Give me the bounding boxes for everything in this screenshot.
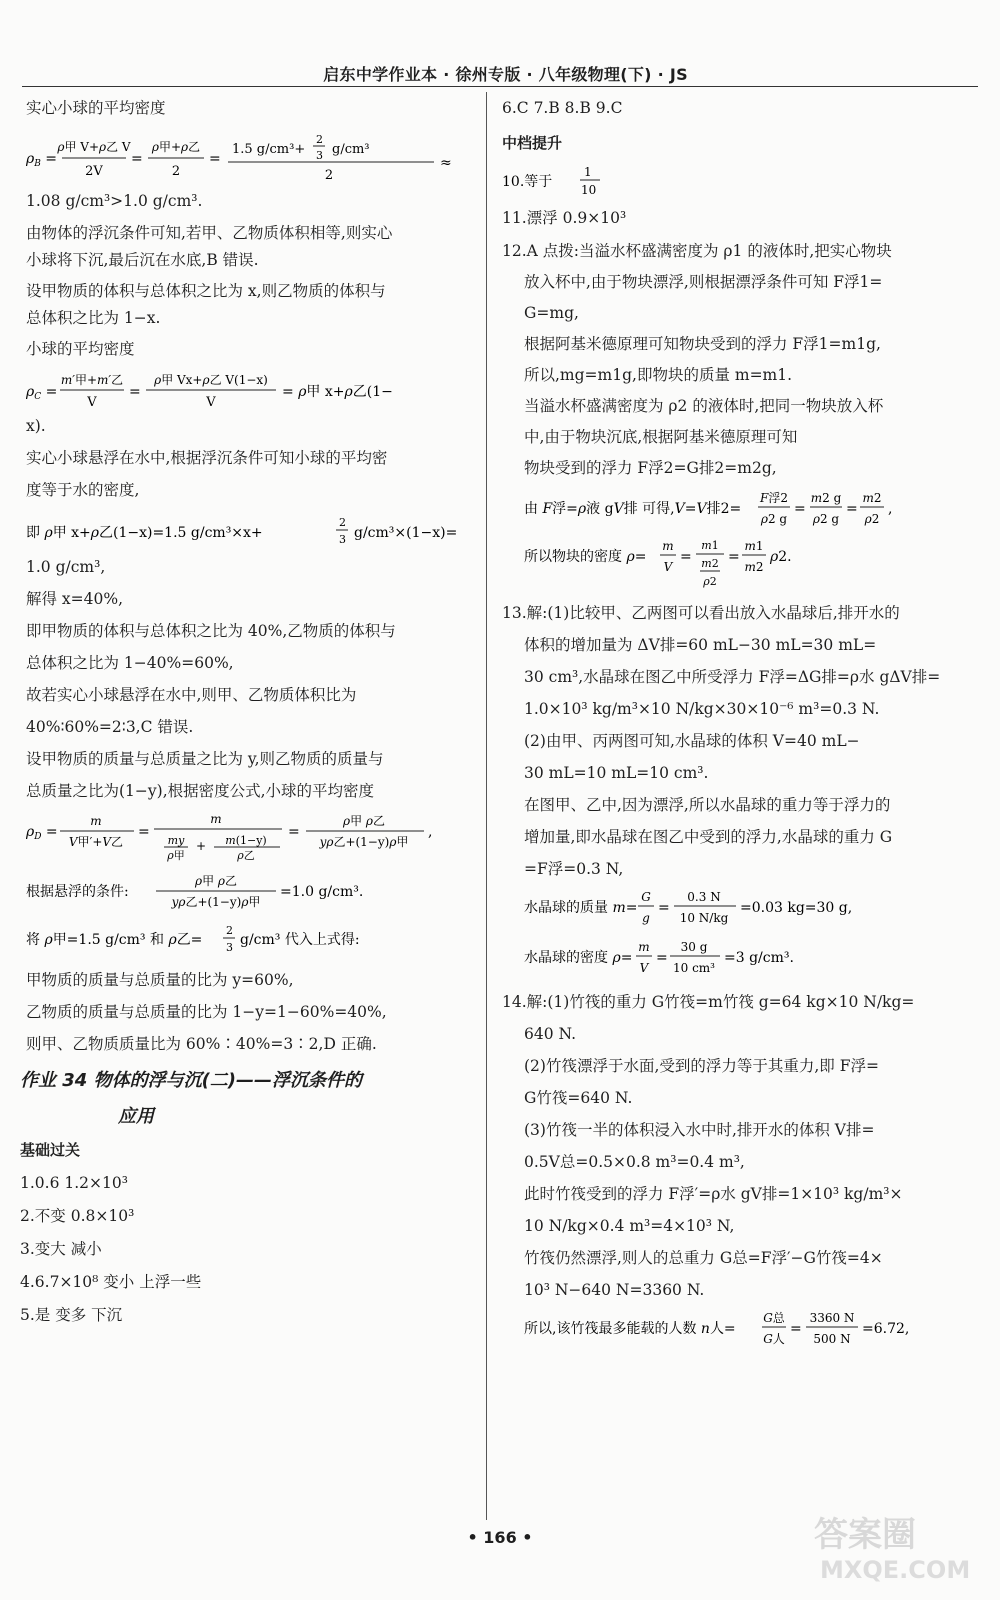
text-line: =F浮=0.3 N, xyxy=(524,860,624,878)
formula-rho-d xyxy=(26,810,466,862)
text-line: (3)竹筏一半的体积浸入水中时,排开水的体积 V排= xyxy=(524,1121,875,1139)
watermark-url: MXQE.COM xyxy=(820,1556,971,1584)
watermark-logo-text: 答案圈 xyxy=(814,1515,916,1555)
text-line: 乙物质的质量与总质量的比为 1−y=1−60%=40%, xyxy=(26,1003,387,1021)
text-line: 1.08 g/cm³>1.0 g/cm³. xyxy=(26,192,203,210)
left-column xyxy=(20,96,466,1326)
svg-text:ρ2.: ρ2. xyxy=(770,549,792,565)
formula-crystal-mass xyxy=(524,886,964,930)
watermark-logo xyxy=(806,1508,976,1586)
svg-text:F浮2: F浮2 xyxy=(760,491,788,505)
svg-text:即 ρ甲 x+ρ乙(1−x)=1.5 g/cm³×x+: 即 ρ甲 x+ρ乙(1−x)=1.5 g/cm³×x+ xyxy=(26,525,263,541)
text-line: 1.0 g/cm³, xyxy=(26,558,106,576)
text-line: x). xyxy=(26,417,46,435)
svg-text:=: = xyxy=(288,824,300,840)
text-line: G竹筏=640 N. xyxy=(524,1089,633,1107)
text-line: 设甲物质的体积与总体积之比为 x,则乙物质的体积与 xyxy=(26,282,386,300)
section-heading-basic: 基础过关 xyxy=(20,1141,81,1159)
svg-text:=0.03 kg=30 g,: =0.03 kg=30 g, xyxy=(740,900,853,916)
svg-text:G: G xyxy=(641,890,651,904)
svg-text:10 cm³: 10 cm³ xyxy=(673,961,715,975)
text-line: 当溢水杯盛满密度为 ρ2 的液体时,把同一物块放入杯 xyxy=(524,397,884,415)
answer-item: 2.不变 0.8×10³ xyxy=(20,1207,135,1225)
text-line: 40%∶60%=2∶3,C 错误. xyxy=(26,718,194,736)
text-line: 则甲、乙物质质量比为 60%∶40%=3∶2,D 正确. xyxy=(26,1035,377,1053)
svg-text:yρ乙+(1−y)ρ甲: yρ乙+(1−y)ρ甲 xyxy=(319,835,409,849)
header-title: 启东中学作业本 · 徐州专版 · 八年级物理(下) · JS xyxy=(323,65,688,84)
svg-text:10 N/kg: 10 N/kg xyxy=(679,911,729,925)
svg-text:由 F浮=ρ液 gV排 可得,V=V排2=: 由 F浮=ρ液 gV排 可得,V=V排2= xyxy=(524,501,742,517)
section-heading-mid: 中档提升 xyxy=(502,134,563,152)
svg-text:500 N: 500 N xyxy=(813,1332,851,1346)
svg-text:=: = xyxy=(131,151,143,167)
answer-item: 1.0.6 1.2×10³ xyxy=(20,1174,128,1192)
svg-text:≈: ≈ xyxy=(440,155,452,171)
svg-text:m2: m2 xyxy=(701,557,719,570)
text-line: 根据阿基米德原理可知物块受到的浮力 F浮1=m1g, xyxy=(524,335,881,353)
text-line: 30 mL=10 mL=10 cm³. xyxy=(524,764,709,782)
text-line: (2)由甲、丙两图可知,水晶球的体积 V=40 mL− xyxy=(524,732,860,750)
text-line: 小球的平均密度 xyxy=(26,340,135,358)
svg-text:ρC =: $\rho_C$ = xyxy=(26,384,58,402)
text-line: 1.0×10³ kg/m³×10 N/kg×30×10⁻⁶ m³=0.3 N. xyxy=(524,700,880,718)
svg-text:= ρ甲 x+ρ乙(1−: = ρ甲 x+ρ乙(1− xyxy=(282,384,393,400)
svg-text:ρ甲 V+ρ乙 V: ρ甲 V+ρ乙 V xyxy=(57,140,131,154)
text-line: 解得 x=40%, xyxy=(26,590,124,608)
svg-text:水晶球的密度 ρ=: 水晶球的密度 ρ= xyxy=(524,950,633,966)
formula-people-count xyxy=(524,1307,964,1351)
text-line: 30 cm³,水晶球在图乙中所受浮力 F浮=ΔG排=ρ水 gΔV排= xyxy=(524,668,941,686)
answer-q10 xyxy=(502,162,964,200)
svg-text:g/cm³ 代入上式得:: g/cm³ 代入上式得: xyxy=(240,932,360,948)
svg-text:=1.0 g/cm³.: =1.0 g/cm³. xyxy=(280,884,364,900)
formula-rho-b xyxy=(26,129,466,187)
text-line: 增加量,即水晶球在图乙中受到的浮力,水晶球的重力 G xyxy=(524,828,893,846)
svg-text:ρ甲 ρ乙: ρ甲 ρ乙 xyxy=(343,814,385,828)
svg-text:10: 10 xyxy=(581,183,597,197)
text-line xyxy=(502,241,964,262)
svg-text:ρ2: ρ2 xyxy=(703,575,717,588)
svg-text:m2: m2 xyxy=(744,560,764,574)
svg-text:g: g xyxy=(642,911,650,925)
formula-substitute xyxy=(26,920,466,960)
formula-suspend-condition xyxy=(26,872,466,912)
answer-item: 11.漂浮 0.9×10³ xyxy=(502,209,627,227)
text-line: G=mg, xyxy=(524,304,579,322)
column-divider xyxy=(486,92,487,1520)
text-line: 640 N. xyxy=(524,1025,577,1043)
svg-text:水晶球的质量 m=: 水晶球的质量 m= xyxy=(524,900,638,916)
svg-text:3: 3 xyxy=(339,533,346,546)
svg-text:=: = xyxy=(209,151,221,167)
text-line: 此时竹筏受到的浮力 F浮′=ρ水 gV排=1×10³ kg/m³× xyxy=(524,1185,903,1203)
svg-text:V: V xyxy=(639,961,649,975)
svg-text:my: my xyxy=(167,834,185,847)
svg-text:m1: m1 xyxy=(701,539,719,552)
svg-text:G人: G人 xyxy=(763,1332,785,1346)
svg-text:=: = xyxy=(680,549,692,565)
svg-text:=: = xyxy=(138,824,150,840)
svg-text:ρ乙: ρ乙 xyxy=(237,849,255,862)
svg-text:将 ρ甲=1.5 g/cm³ 和 ρ乙=: 将 ρ甲=1.5 g/cm³ 和 ρ乙= xyxy=(26,932,203,948)
page-number: • 166 • xyxy=(467,1528,533,1547)
svg-text:=6.72,: =6.72, xyxy=(862,1321,910,1337)
text-line: 甲物质的质量与总质量的比为 y=60%, xyxy=(26,971,294,989)
svg-text:2: 2 xyxy=(316,133,323,146)
svg-text:3: 3 xyxy=(226,941,233,954)
text-line: (2)竹筏漂浮于水面,受到的浮力等于其重力,即 F浮= xyxy=(524,1057,879,1075)
text-line: 实心小球悬浮在水中,根据浮沉条件可知小球的平均密 xyxy=(26,449,388,467)
text-line: 竹筏仍然漂浮,则人的总重力 G总=F浮′−G竹筏=4× xyxy=(524,1249,883,1267)
right-column xyxy=(502,96,964,1351)
text-line: 中,由于物块沉底,根据阿基米德原理可知 xyxy=(524,428,798,446)
svg-text:ρ2 g: ρ2 g xyxy=(812,512,840,526)
svg-text:ρ甲+ρ乙: ρ甲+ρ乙 xyxy=(151,140,201,154)
svg-text:g/cm³: g/cm³ xyxy=(332,142,370,157)
text-line: 所以,mg=m1g,即物块的质量 m=m1. xyxy=(524,366,793,384)
answer-item: 3.变大 减小 xyxy=(20,1240,102,1258)
formula-volume xyxy=(524,487,964,531)
text-line: 10 N/kg×0.4 m³=4×10³ N, xyxy=(524,1217,735,1235)
text-line: 总体积之比为 1−40%=60%, xyxy=(26,654,234,672)
text-line: 体积的增加量为 ΔV排=60 mL−30 mL=30 mL= xyxy=(524,636,877,654)
text-line: 由物体的浮沉条件可知,若甲、乙物质体积相等,则实心 xyxy=(26,224,393,242)
svg-text:m: m xyxy=(90,814,102,828)
svg-text:30 g: 30 g xyxy=(680,940,708,954)
answer-item: 6.C 7.B 8.B 9.C xyxy=(502,99,623,117)
svg-text:所以,该竹筏最多能载的人数 n人=: 所以,该竹筏最多能载的人数 n人= xyxy=(524,1321,736,1337)
svg-text:1.5 g/cm³+: 1.5 g/cm³+ xyxy=(232,142,306,157)
text-line: 物块受到的浮力 F浮2=G排2=m2g, xyxy=(524,459,777,477)
svg-text:3: 3 xyxy=(316,149,323,162)
svg-text:2: 2 xyxy=(171,164,181,179)
svg-text:ρ2: ρ2 xyxy=(864,512,880,526)
text-line: 放入杯中,由于物块漂浮,则根据漂浮条件可知 F浮1= xyxy=(524,273,883,291)
svg-text:2: 2 xyxy=(226,924,233,937)
svg-text:m: m xyxy=(210,812,222,826)
svg-text:ρ甲 Vx+ρ乙 V(1−x): ρ甲 Vx+ρ乙 V(1−x) xyxy=(154,373,268,387)
svg-text:2V: 2V xyxy=(85,164,103,179)
svg-text:=: = xyxy=(129,384,141,400)
assignment-title-continued: 应用 xyxy=(118,1106,154,1127)
formula-crystal-density xyxy=(524,936,964,980)
text-line: 即甲物质的体积与总体积之比为 40%,乙物质的体积与 xyxy=(26,622,396,640)
svg-text:yρ乙+(1−y)ρ甲: yρ乙+(1−y)ρ甲 xyxy=(171,895,261,909)
svg-text:=3 g/cm³.: =3 g/cm³. xyxy=(724,950,794,966)
svg-text:m2 g: m2 g xyxy=(810,491,842,505)
svg-text:=: = xyxy=(846,501,858,517)
text-line: 13.解:(1)比较甲、乙两图可以看出放入水晶球后,排开水的 xyxy=(502,604,900,622)
text-line: 在图甲、乙中,因为漂浮,所以水晶球的重力等于浮力的 xyxy=(524,796,891,814)
text-line: 度等于水的密度, xyxy=(26,481,140,499)
svg-text:m2: m2 xyxy=(862,491,882,505)
svg-text:=: = xyxy=(728,549,740,565)
text-line: 小球将下沉,最后沉在水底,B 错误. xyxy=(26,251,259,269)
q12-solution-start: 12.A 点拨:当溢水杯盛满密度为 ρ1 的液体时,把实心物块 xyxy=(502,242,892,260)
svg-text:V: V xyxy=(87,395,97,410)
assignment-title: 作业 34 物体的浮与沉(二)——浮沉条件的 xyxy=(20,1070,363,1091)
svg-text:m(1−y): m(1−y) xyxy=(225,834,267,847)
svg-text:根据悬浮的条件:: 根据悬浮的条件: xyxy=(26,884,129,900)
svg-text:ρ甲: ρ甲 xyxy=(167,849,185,862)
svg-text:g/cm³×(1−x)=: g/cm³×(1−x)= xyxy=(354,525,458,541)
svg-text:,: , xyxy=(428,824,433,840)
svg-text:m1: m1 xyxy=(744,539,764,553)
text-line: 0.5V总=0.5×0.8 m³=0.4 m³, xyxy=(524,1153,745,1171)
svg-text:V甲′+V乙: V甲′+V乙 xyxy=(68,835,124,849)
text-line: 设甲物质的质量与总质量之比为 y,则乙物质的质量与 xyxy=(26,750,384,768)
svg-text:ρB =: $\rho_B$ = xyxy=(26,151,58,169)
svg-text:3360 N: 3360 N xyxy=(809,1311,855,1325)
svg-text:1: 1 xyxy=(584,165,592,179)
svg-text:2: 2 xyxy=(339,516,346,529)
svg-text:m: m xyxy=(662,539,674,553)
formula-equation xyxy=(26,509,466,553)
svg-text:m: m xyxy=(638,940,650,954)
text-line: 14.解:(1)竹筏的重力 G竹筏=m竹筏 g=64 kg×10 N/kg= xyxy=(502,993,915,1011)
page-header xyxy=(22,60,978,87)
formula-rho-c xyxy=(26,366,466,412)
svg-text:2: 2 xyxy=(324,168,334,183)
svg-text:G总: G总 xyxy=(763,1311,785,1325)
svg-text:=: = xyxy=(794,501,806,517)
svg-text:0.3 N: 0.3 N xyxy=(687,890,721,904)
svg-text:所以物块的密度 ρ=: 所以物块的密度 ρ= xyxy=(524,549,647,565)
text-line: 总体积之比为 1−x. xyxy=(26,309,161,327)
svg-text:,: , xyxy=(888,501,893,517)
svg-text:V: V xyxy=(663,560,673,574)
svg-text:=: = xyxy=(656,950,668,966)
text-line: 10³ N−640 N=3360 N. xyxy=(524,1281,705,1299)
answer-item: 5.是 变多 下沉 xyxy=(20,1306,123,1324)
text-line: 故若实心小球悬浮在水中,则甲、乙物质体积比为 xyxy=(26,686,357,704)
svg-text:10.等于: 10.等于 xyxy=(502,174,553,190)
svg-text:ρ2 g: ρ2 g xyxy=(760,512,788,526)
svg-text:ρD =: $\rho_D$ = xyxy=(26,824,58,842)
svg-text:+: + xyxy=(196,839,207,853)
svg-text:ρ甲 ρ乙: ρ甲 ρ乙 xyxy=(195,874,237,888)
text-line: 实心小球的平均密度 xyxy=(26,99,166,117)
svg-text:m′甲+m′乙: m′甲+m′乙 xyxy=(60,373,124,387)
answer-item: 4.6.7×10⁸ 变小 上浮一些 xyxy=(20,1273,202,1291)
svg-text:V: V xyxy=(206,395,216,410)
text-line: 总质量之比为(1−y),根据密度公式,小球的平均密度 xyxy=(26,782,375,800)
svg-text:=: = xyxy=(790,1321,802,1337)
svg-text:=: = xyxy=(658,900,670,916)
formula-density xyxy=(524,535,964,593)
